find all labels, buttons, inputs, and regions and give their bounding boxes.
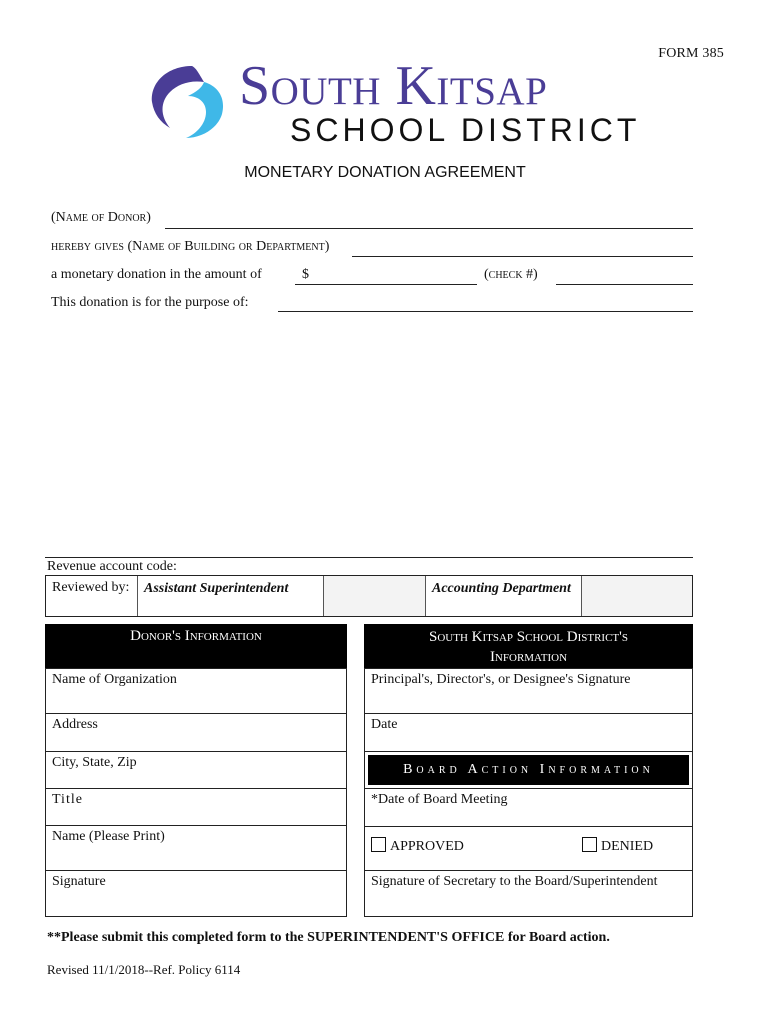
- accounting-department-label: Accounting Department: [426, 576, 582, 616]
- board-action-header: Board Action Information: [368, 755, 689, 785]
- document-title: MONETARY DONATION AGREEMENT: [244, 164, 526, 181]
- principal-signature-field[interactable]: Principal's, Director's, or Designee's Signature: [364, 668, 693, 714]
- revision-note: Revised 11/1/2018--Ref. Policy 6114: [47, 962, 241, 977]
- dollar-sign: $: [302, 267, 309, 282]
- approved-checkbox[interactable]: [371, 837, 386, 852]
- donor-name-line[interactable]: [165, 228, 693, 229]
- purpose-label: This donation is for the purpose of:: [51, 295, 249, 310]
- donor-signature-field[interactable]: Signature: [45, 870, 347, 917]
- donor-info-header: Donor's Information: [45, 624, 347, 668]
- decision-row: [364, 826, 693, 871]
- secretary-signature-field[interactable]: Signature of Secretary to the Board/Superintendent: [364, 870, 693, 917]
- purpose-line[interactable]: [278, 311, 693, 312]
- denied-option: [582, 837, 653, 855]
- building-line[interactable]: [352, 256, 693, 257]
- check-line[interactable]: [556, 284, 693, 285]
- check-label: (check #): [484, 267, 538, 282]
- donor-printed-name-field[interactable]: Name (Please Print): [45, 825, 347, 871]
- logo-title: South Kitsap: [239, 55, 548, 117]
- organization-name-field[interactable]: Name of Organization: [45, 668, 347, 714]
- assistant-superintendent-initials[interactable]: [324, 576, 426, 616]
- form-number: FORM 385: [658, 46, 724, 61]
- title-field[interactable]: Title: [45, 788, 347, 826]
- accounting-department-initials[interactable]: [582, 576, 692, 616]
- approved-label: APPROVED: [390, 839, 464, 854]
- reviewed-by-label: Reviewed by:: [46, 576, 138, 616]
- donor-name-label: (Name of Donor): [51, 210, 151, 225]
- district-info-header: South Kitsap School District's Information: [364, 624, 693, 668]
- board-meeting-date-field[interactable]: *Date of Board Meeting: [364, 788, 693, 827]
- amount-label: a monetary donation in the amount of: [51, 267, 262, 282]
- logo-subtitle: SCHOOL DISTRICT: [290, 112, 641, 148]
- district-logo-icon: [146, 62, 228, 140]
- revenue-top-line: [45, 557, 693, 558]
- denied-checkbox[interactable]: [582, 837, 597, 852]
- assistant-superintendent-label: Assistant Superintendent: [138, 576, 324, 616]
- city-state-zip-field[interactable]: City, State, Zip: [45, 751, 347, 789]
- district-date-field[interactable]: Date: [364, 713, 693, 752]
- building-label: hereby gives (Name of Building or Department): [51, 239, 330, 254]
- submission-note: **Please submit this completed form to the SUPERINTENDENT'S OFFICE for Board action.: [47, 930, 610, 945]
- review-table: [45, 575, 693, 617]
- denied-label: DENIED: [601, 839, 654, 854]
- address-field[interactable]: Address: [45, 713, 347, 752]
- board-action-header-frame: [364, 751, 693, 789]
- amount-line[interactable]: [295, 284, 477, 285]
- revenue-label: Revenue account code:: [47, 559, 177, 574]
